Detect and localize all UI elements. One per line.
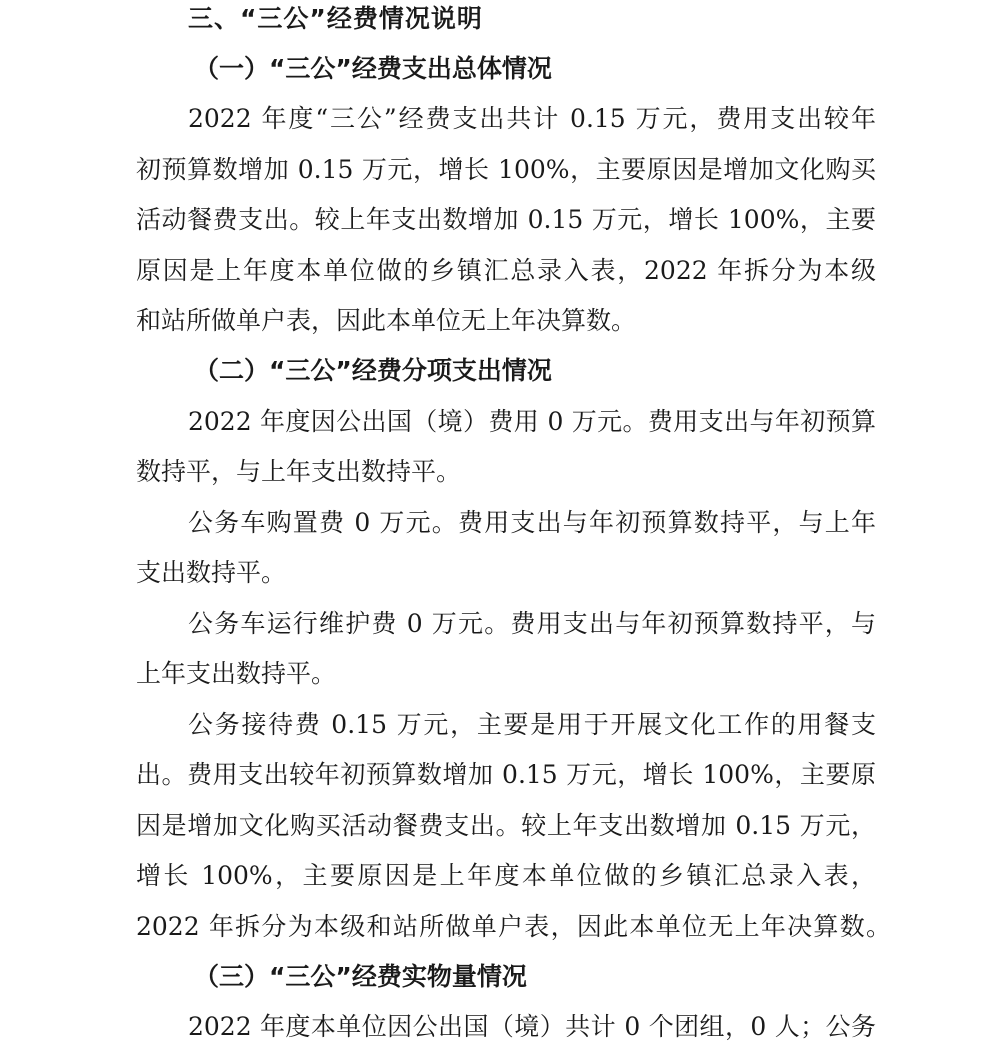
paragraph-line: 公务车购置费 0 万元。费用支出与年初预算数持平，与上年 xyxy=(188,508,876,537)
paragraph-line: 数持平，与上年支出数持平。 xyxy=(136,457,462,486)
paragraph-line: 因是增加文化购买活动餐费支出。较上年支出数增加 0.15 万元， xyxy=(136,811,876,840)
subsection-heading-2: （二）“三公”经费分项支出情况 xyxy=(194,356,552,385)
paragraph-line: 支出数持平。 xyxy=(136,558,287,587)
paragraph-line: 活动餐费支出。较上年支出数增加 0.15 万元，增长 100%，主要 xyxy=(136,205,876,234)
paragraph-line: 2022 年度本单位因公出国（境）共计 0 个团组，0 人；公务 xyxy=(188,1012,876,1041)
subsection-heading-3: （三）“三公”经费实物量情况 xyxy=(194,962,527,991)
paragraph-line: 公务接待费 0.15 万元，主要是用于开展文化工作的用餐支 xyxy=(188,710,876,739)
paragraph-line: 2022 年度因公出国（境）费用 0 万元。费用支出与年初预算 xyxy=(188,407,876,436)
paragraph-line: 2022 年拆分为本级和站所做单户表，因此本单位无上年决算数。 xyxy=(136,912,891,941)
paragraph-line: 公务车运行维护费 0 万元。费用支出与年初预算数持平，与 xyxy=(188,609,876,638)
subsection-heading-1: （一）“三公”经费支出总体情况 xyxy=(194,54,552,83)
paragraph-line: 和站所做单户表，因此本单位无上年决算数。 xyxy=(136,306,637,335)
paragraph-line: 初预算数增加 0.15 万元，增长 100%，主要原因是增加文化购买 xyxy=(136,155,876,184)
paragraph-line: 出。费用支出较年初预算数增加 0.15 万元，增长 100%，主要原 xyxy=(136,760,876,789)
paragraph-line: 2022 年度“三公”经费支出共计 0.15 万元，费用支出较年 xyxy=(188,104,876,133)
paragraph-line: 增长 100%，主要原因是上年度本单位做的乡镇汇总录入表， xyxy=(136,861,876,890)
paragraph-line: 上年支出数持平。 xyxy=(136,659,337,688)
paragraph-line: 原因是上年度本单位做的乡镇汇总录入表，2022 年拆分为本级 xyxy=(136,256,876,285)
section-heading-three-public-expenses: 三、“三公”经费情况说明 xyxy=(188,4,483,33)
